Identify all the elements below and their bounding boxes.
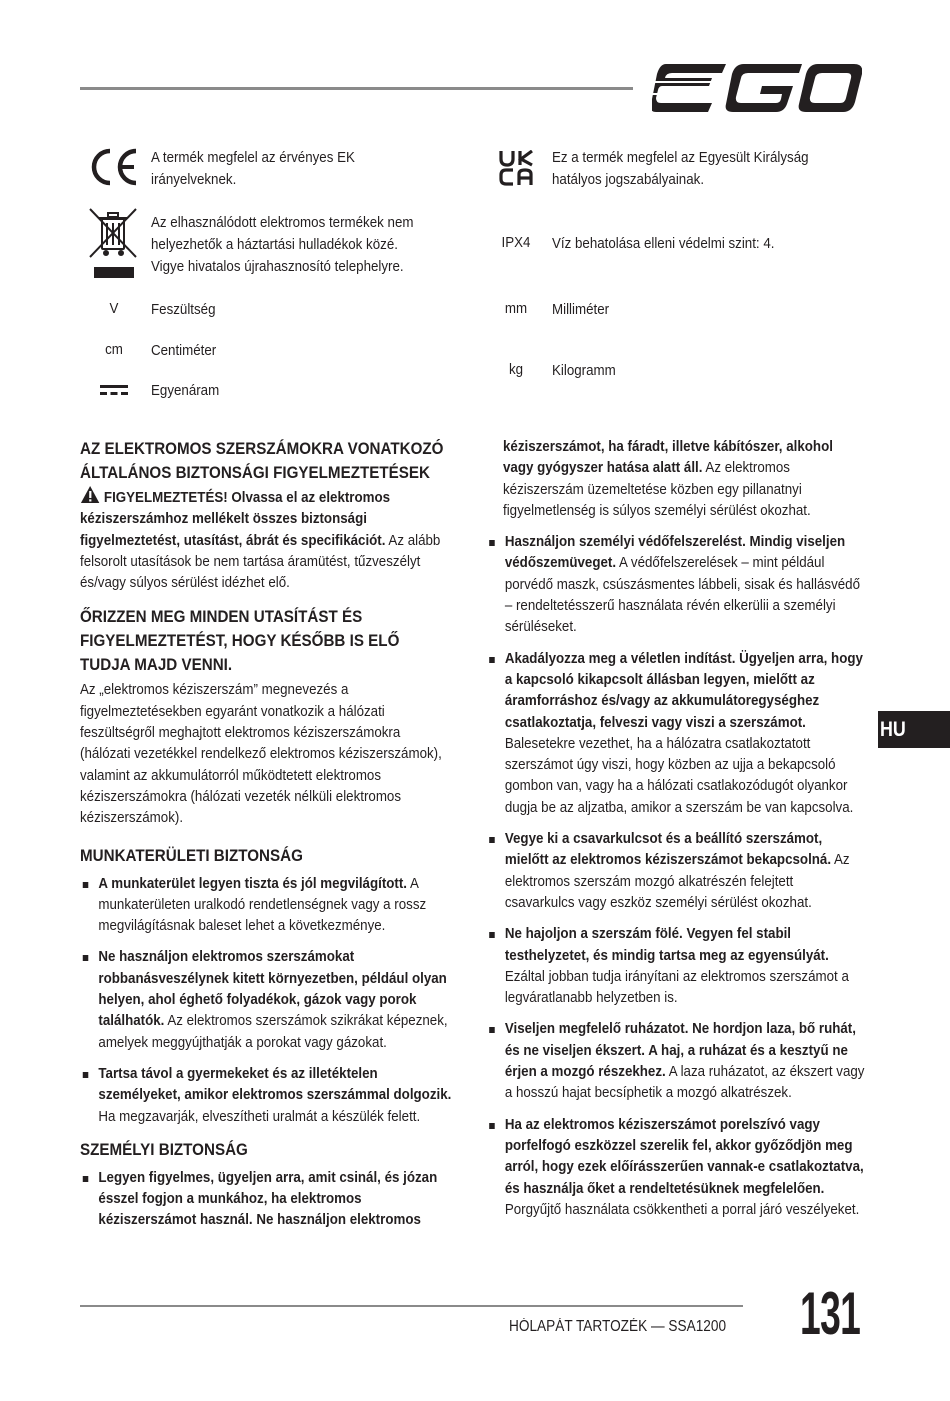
list-item: Akadályozza meg a véletlen indítást. Ügyeljen arra, hogy a kapcsoló kikapcsolt állásban legyen, mielőtt az áramforráshoz és/vagy az akkumulátoregységhez csatlakoztatja, felveszi vagy viszi a szerszámot. Balesetekre vezethet, ha a hálózatra csatlakoztatott szerszámot úgy viszi, hogy közben az ujja a bekapcsoló gombon van, vagy ha a hálózati csatlakozódugót olyankor dugja be az aljzatba, amikor a szerszám be van kapcsolva. <box>486 649 866 819</box>
page-number: 131 <box>800 1280 861 1347</box>
warning-text: Az alább felsorolt utasítások be nem tartása áramütést, tűzveszélyt és/vagy súlyos sérülést idézhet elő. <box>80 532 441 592</box>
list-item: Ne hajoljon a szerszám fölé. Vegyen fel stabil testhelyzetet, és mindig tartsa meg az egyensúlyát. Ezáltal jobban tudja irányítani az elektromos szerszámot a legváratlanabb helyzetben is. <box>486 924 866 1009</box>
centimeter-symbol: cm <box>105 342 123 358</box>
warning-triangle-icon <box>80 485 100 504</box>
kilogram-description: Kilogramm <box>552 363 616 379</box>
warning-bold-text: FIGYELMEZTETÉS! Olvassa el az elektromos kéziszerszámhoz mellékelt összes biztonsági figyelmeztetést, utasítást, ábrát és specifikációt. <box>80 490 391 549</box>
list-item: A munkaterület legyen tiszta és jól megvilágított. A munkaterületen uralkodó rendetlenségnek vagy a rossz megvilágításnak baleset lehet a következménye. <box>80 874 453 938</box>
list-item: Tartsa távol a gyermekeket és az illetéktelen személyeket, amikor elektromos szerszámmal dolgozik. Ha megzavarják, elveszítheti uralmát a készülék felett. <box>80 1064 453 1128</box>
header-rule <box>80 87 633 90</box>
ukca-description: Ez a termék megfelel az Egyesült Királyság hatályos jogszabályainak. <box>552 150 809 188</box>
dc-description: Egyenáram <box>151 383 220 399</box>
left-column <box>80 437 453 1242</box>
ukca-mark-icon <box>498 150 536 186</box>
list-item: Viseljen megfelelő ruházatot. Ne hordjon laza, bő ruhát, és ne viseljen ékszert. A haj, a ruházat és a kesztyű ne érjen a mozgó részekhez. A laza ruházatot, az ékszert vagy a hosszú hajat becsíphetik a mozgó alkatrészek. <box>486 1019 866 1104</box>
personal-safety-list-continued <box>486 532 866 1221</box>
keep-instructions-heading: ŐRIZZEN MEG MINDEN UTASÍTÁST ÉS FIGYELMEZTETÉST, HOGY KÉSŐBB IS ELŐ TUDJA MAJD VENNI. <box>80 608 400 675</box>
list-item: Ha az elektromos kéziszerszámot porelszívó vagy porfelfogó eszközzel szerelik fel, akkor győződjön meg arról, hogy ezek előírásszerűen vannak-e csatlakoztatva, és használja őket a rendeltetésüknek megfelelően. Porgyűjtő használata csökkentheti a porral járó veszélyeket. <box>486 1115 866 1221</box>
footer-rule <box>80 1305 743 1307</box>
personal-safety-list <box>80 1168 453 1232</box>
power-tool-definition: Az „elektromos kéziszerszám” megnevezés a figyelmeztetésekben egyaránt vonatkozik a hálózati feszültségről meghajtott elektromos kéziszerszámokra (hálózati vezetékkel rendelkező elektromos kéziszerszámok), valamint az akkumulátorról működtetett elektromos kéziszerszámokra (hálózati vezeték nélküli elektromos kéziszerszámok). <box>80 682 442 827</box>
warning-paragraph <box>80 485 453 594</box>
list-item: Ne használjon elektromos szerszámokat robbanásveszélynek kitett környezetben, például olyan helyen, ahol éghető folyadékok, gázok vagy porok találhatók. Az elektromos szerszámok szikrákat képeznek, amelyek meggyújthatják a porokat vagy gázokat. <box>80 947 453 1053</box>
work-area-safety-heading: MUNKATERÜLETI BIZTONSÁG <box>80 846 303 865</box>
voltage-symbol: V <box>109 301 119 317</box>
continuation-paragraph: kéziszerszámot, ha fáradt, illetve kábítószer, alkohol vagy gyógyszer hatása alatt áll. Az elektromos kéziszerszám üzemeltetése közben egy pillanatnyi figyelmetlenség is súlyos személyi sérülést okozhat. <box>503 439 833 519</box>
general-safety-heading: AZ ELEKTROMOS SZERSZÁMOKRA VONATKOZÓ ÁLTALÁNOS BIZTONSÁGI FIGYELMEZTETÉSEK <box>80 440 444 482</box>
right-column <box>503 437 866 1231</box>
ego-logo <box>652 64 862 112</box>
voltage-description: Feszültség <box>151 302 216 318</box>
millimeter-symbol: mm <box>504 301 528 317</box>
millimeter-description: Milliméter <box>552 302 610 318</box>
centimeter-description: Centiméter <box>151 343 217 359</box>
weee-bin-icon <box>88 207 140 281</box>
ce-description: A termék megfelel az érvényes EK irányelveknek. <box>151 150 355 188</box>
kilogram-symbol: kg <box>508 362 524 378</box>
direct-current-icon <box>100 382 128 398</box>
personal-safety-heading: SZEMÉLYI BIZTONSÁG <box>80 1140 248 1159</box>
language-tab: HU <box>878 711 950 748</box>
list-item: Legyen figyelmes, ügyeljen arra, amit csinál, és józan ésszel fogjon a munkához, ha elektromos kéziszerszámot használ. Ne használjon elektromos <box>80 1168 453 1232</box>
weee-description: Az elhasználódott elektromos termékek nem helyezhetők a háztartási hulladékok közé. Vigye hivatalos újrahasznosító telephelyre. <box>151 215 414 275</box>
footer-title: HÓLAPÁT TARTOZÉK — SSA1200 <box>509 1318 727 1335</box>
ce-mark-icon <box>88 147 140 187</box>
ipx4-description: Víz behatolása elleni védelmi szint: 4. <box>552 236 775 252</box>
ipx4-symbol: IPX4 <box>501 235 531 251</box>
list-item: Vegye ki a csavarkulcsot és a beállító szerszámot, mielőtt az elektromos kéziszerszámot bekapcsolná. Az elektromos szerszám mozgó alkatrészén felejtett csavarkulcs vagy eszköz személyi sérülést okozhat. <box>486 829 866 914</box>
list-item: Használjon személyi védőfelszerelést. Mindig viseljen védőszemüveget. A védőfelszerelések – mint például porvédő maszk, csúszásmentes lábbeli, sisak és hallásvédő – rendeltetésszerű használata révén elkerülii a személyi sérüléseket. <box>486 532 866 638</box>
work-area-safety-list <box>80 874 453 1128</box>
